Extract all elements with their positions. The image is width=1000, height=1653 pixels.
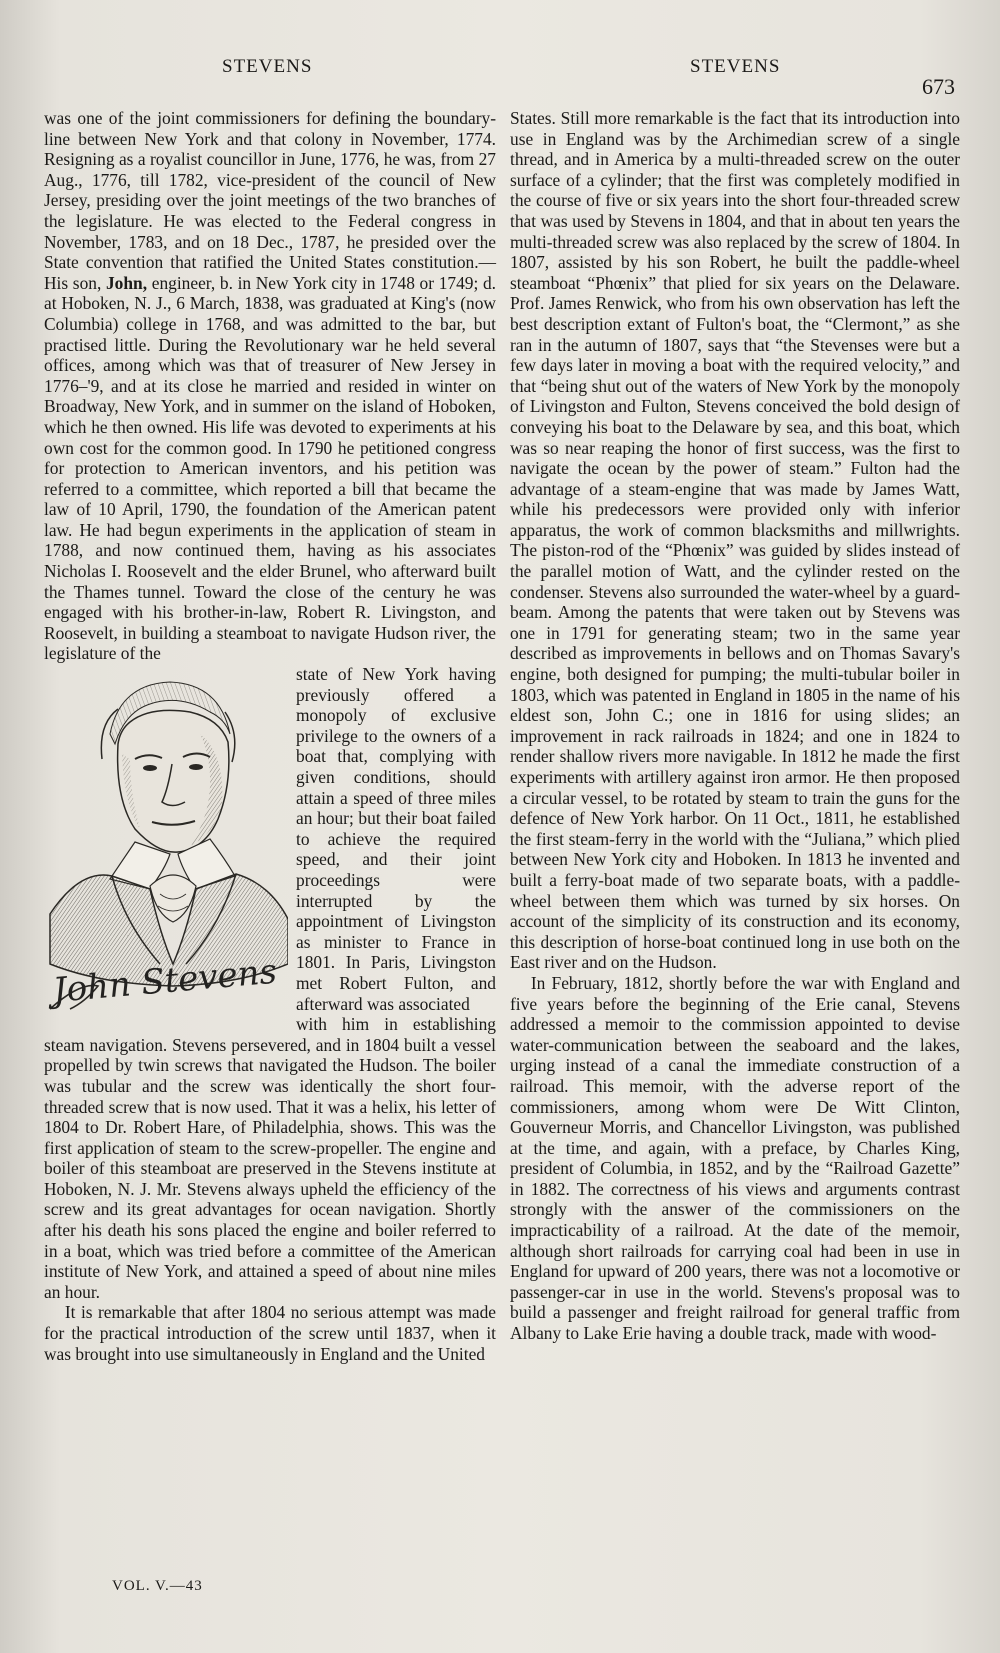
paragraph-text: was one of the joint commissioners for defining the boundary-line between New York and that colony in November, 1774. Resigning as a royalist councillor in June, 1776, he was, from 27 Aug., 1776, till 1782, vice-president of the council of New Jersey, presiding over the joint meetings of the two branches of the legislature. He was elected to the Federal congress in November, 1783, and on 18 Dec., 1787, he presided over the State convention that ratified the United States constitution.—His son, (44, 108, 496, 293)
portrait-image (40, 664, 288, 1021)
signature: John Stevens (51, 951, 279, 1011)
portrait-engraving (40, 664, 288, 1021)
paragraph (510, 108, 960, 973)
volume-signature-mark: VOL. V.—43 (112, 1578, 203, 1594)
paragraph-text: with him in establishing steam navigation. Stevens persevered, and in 1804 built a vessel propelled by twin screws that navigated the Hudson. The boiler was tubular and the screw was identically the short four-threaded screw that is now used. That it was a helix, his letter of 1804 to Dr. Robert Hare, of Philadelphia, shows. This was the first application of steam to the screw-propeller. The engine and boiler of this steamboat are preserved in the Stevens institute at Hoboken, N. J. Mr. Stevens always upheld the efficiency of the screw and its great advantages for ocean navigation. Shortly after his death his sons placed the engine and boiler referred to in a boat, which was tried before a committee of the American institute of New York, and attained a speed of about nine miles an hour. (44, 1014, 496, 1302)
right-column (510, 108, 960, 1344)
paragraph (44, 1014, 496, 1302)
paragraph-text: In February, 1812, shortly before the war with England and five years before the beginning of the Erie canal, Stevens addressed a memoir to the commission appointed to devise water-communication between the seaboard and the lakes, urging instead of a canal the immediate construction of a railroad. This memoir, with the adverse report of the commissioners, among whom were De Witt Clinton, Gouverneur Morris, and Chancellor Livingston, was published at the time, and again, with a preface, by Charles King, president of Columbia, in 1852, and by the “Railroad Gazette” in 1882. The correctness of his views and arguments contrast strongly with the answer of the commissioners on the impracticability of a railroad. At the date of the memoir, although short railroads for carrying coal had been in use in England for upward of 200 years, there was not a locomotive or passenger-car in use in the world. Stevens's proposal was to build a passenger and freight railroad for general traffic from Albany to Lake Erie having a double track, made with wood- (510, 972, 960, 1344)
running-head-left: STEVENS (222, 56, 313, 77)
running-head-right: STEVENS (690, 56, 781, 77)
paragraph (44, 1302, 496, 1364)
paragraph (44, 108, 496, 664)
paragraph-text: state of New York having previously offered a monopoly of exclusive privilege to the owners of a boat that, complying with given conditions, should attain a speed of three miles an hour; but their boat failed to achieve the required speed, and their joint proceedings were interrupted by the appointment of Livingston as minister to France in 1801. In Paris, Livingston met Robert Fulton, and afterward was associated (296, 664, 496, 1014)
subject-name: John, (105, 272, 148, 293)
paragraph (510, 973, 960, 1344)
paragraph-text: engineer, b. in New York city in 1748 or 1749; d. at Hoboken, N. J., 6 March, 1838, was graduated at King's (now Columbia) college in 1768, and was admitted to the bar, but practised little. During the Revolutionary war he held several offices, among which was that of treasurer of New Jersey in 1776–'9, and at its close he married and resided in winter on Broadway, New York, and in summer on the island of Hoboken, which he then owned. His life was devoted to experiments at his own cost for the common good. In 1790 he petitioned congress for protection to American inventors, and his petition was referred to a committee, which reported a bill that became the law of 10 April, 1790, the foundation of the American patent law. He had begun experiments in the application of steam in 1788, and now continued them, having as his associates Nicholas I. Roosevelt and the elder Brunel, who afterward built the Thames tunnel. Toward the close of the century he was engaged with his brother-in-law, Robert R. Livingston, and Roosevelt, in building a steamboat to navigate Hudson river, the legislature of the (44, 272, 496, 664)
paragraph-text: It is remarkable that after 1804 no serious attempt was made for the practical introduction of the screw until 1837, when it was brought into use simultaneously in England and the United (44, 1302, 496, 1364)
paragraph-text: States. Still more remarkable is the fact that its introduction into use in England was by the Archimedian screw of a single thread, and in America by a multi-threaded screw on the outer surface of a cylinder; that the first was completely modified in the course of five or six years into the short four-threaded screw that was used by Stevens in 1804, and that in about ten years the multi-threaded screw was also replaced by the screw of 1804. In 1807, assisted by his son Robert, he built the paddle-wheel steamboat “Phœnix” that plied for six years on the Delaware. Prof. James Renwick, who from his own observation has left the best description extant of Fulton's boat, the “Clermont,” as she ran in the autumn of 1807, says that “the Stevenses were but a few days later in moving a boat with the required velocity,” and that “being shut out of the waters of New York by the monopoly of Livingston and Fulton, Stevens conceived the bold design of conveying his boat to the Delaware by sea, and this boat, which was so near reaping the honor of first success, was the first to navigate the ocean by the power of steam.” Fulton had the advantage of a steam-engine that was made by James Watt, while his predecessors were provided only with inferior apparatus, the work of common blacksmiths and millwrights. The piston-rod of the “Phœnix” was guided by slides instead of the parallel motion of Watt, and the cylinder rested on the condenser. Stevens also surrounded the water-wheel by a guard-beam. Among the patents that were taken out by Stevens was one in 1791 for generating steam; two in the same year described as improvements in bellows and on Thomas Savary's engine, both designed for pumping; the multi-tubular boiler in 1803, which was patented in England in 1805 in the name of his eldest son, John C.; one in 1816 for using slides; an improvement in rack railroads in 1824; and one in 1824 to render shallow rivers more navigable. In 1812 he made the first experiments with artillery against iron armor. He then proposed a circular vessel, to be rotated by steam to train the guns for the defence of New York harbor. On 11 Oct., 1811, he established the first steam-ferry in the world with the “Juliana,” which plied between New York city and Hoboken. In 1813 he invented and built a ferry-boat made of two separate boats, with a paddle-wheel between them which was turned by six horses. On account of the simplicity of its construction and its economy, this description of horse-boat continued long in use both on the East river and on the Hudson. (510, 108, 960, 973)
left-column (44, 108, 496, 1364)
page-number: 673 (922, 74, 955, 99)
